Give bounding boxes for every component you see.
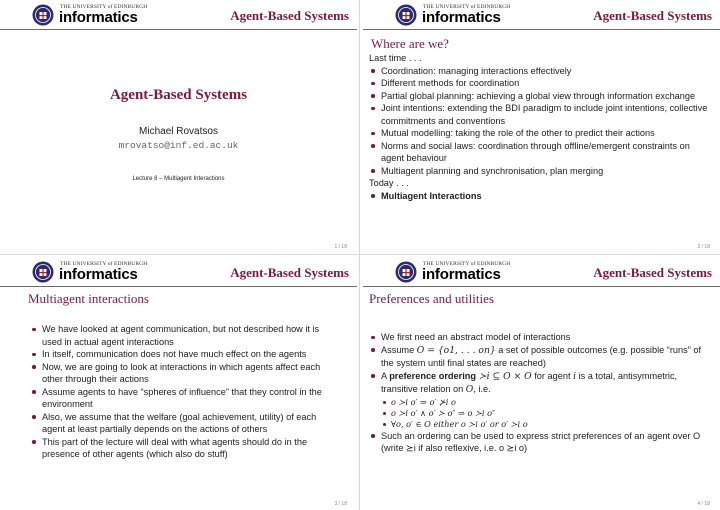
author-name: Michael Rovatsos: [139, 126, 218, 137]
horizontal-divider: [0, 254, 720, 255]
lecture-label: Lecture 8 – Multiagent Interactions: [132, 176, 225, 182]
ordering-math: ≻i ⊆ O × O: [475, 370, 532, 382]
interactions-list: [30, 323, 340, 461]
slide-4: [363, 257, 720, 509]
property-item: o ≻i o′ ⇒ o′ ⊁i o: [381, 397, 714, 408]
slide-header: [363, 257, 720, 287]
university-crest-icon: [32, 260, 54, 284]
university-crest-icon: [32, 3, 54, 27]
list-item: Mutual modelling: taking the role of the other to predict their actions: [369, 127, 714, 140]
course-title: Agent-Based Systems: [593, 265, 712, 280]
item-text: A: [381, 370, 390, 381]
university-name: THE UNIVERSITY of EDINBURGH: [423, 261, 511, 267]
list-item: Different methods for coordination: [369, 77, 714, 90]
university-name: THE UNIVERSITY of EDINBURGH: [60, 261, 148, 267]
list-item: Multiagent planning and synchronisation, plan merging: [369, 165, 714, 178]
preference-ordering-term: preference ordering: [389, 370, 476, 381]
slide-header: [0, 257, 357, 287]
agent-var: i: [573, 370, 577, 382]
section-title: Where are we?: [371, 36, 449, 51]
list-item: We have looked at agent communication, but not described how it is used in actual agent interactions: [30, 323, 340, 348]
university-crest-icon: [395, 260, 417, 284]
presentation-title: Agent-Based Systems: [109, 87, 248, 103]
list-item: Partial global planning: achieving a global view through information exchange: [369, 90, 714, 103]
informatics-logo: informatics: [59, 266, 138, 283]
slide-content: [30, 323, 340, 461]
list-item: Norms and social laws: coordination through offline/emergent constraints on agent behaviour: [369, 140, 714, 165]
list-item: Such an ordering can be used to express strict preferences of an agent over O (write ⪰i if also reflexive, i.e. o ⪰i o): [369, 430, 714, 455]
course-title: Agent-Based Systems: [230, 8, 349, 23]
today-label: Today . . .: [369, 178, 409, 188]
recap-list: [369, 65, 714, 178]
slide-1: [0, 0, 357, 252]
property-item: o ≻i o′ ∧ o′ ≻ o″ ⇒ o ≻i o″: [381, 408, 714, 419]
page-number: 4 / 18: [697, 501, 710, 507]
list-item: Coordination: managing interactions effectively: [369, 65, 714, 78]
university-crest-icon: [395, 3, 417, 27]
today-list: [369, 190, 714, 203]
list-item: We first need an abstract model of interactions: [369, 331, 714, 344]
informatics-logo: informatics: [422, 9, 501, 26]
course-title: Agent-Based Systems: [230, 265, 349, 280]
page-number: 2 / 18: [697, 244, 710, 250]
slide-header: [0, 0, 357, 30]
property-list: [381, 397, 714, 430]
slide-content: [369, 52, 714, 202]
list-item: Joint intentions: extending the BDI paradigm to include joint intentions, collective commitments and conventions: [369, 102, 714, 127]
outcome-set-math: O = {o1, . . . on}: [416, 344, 496, 356]
item-text: a set of possible outcomes (e.g. possible “runs” of the system until final states are reached): [381, 344, 701, 368]
list-item: Now, we are going to look at interactions in which agents affect each other through their actions: [30, 361, 340, 386]
list-item: In itself, communication does not have much effect on the agents: [30, 348, 340, 361]
list-item: Assume agents to have “spheres of influence” that they control in the environment: [30, 386, 340, 411]
author-email[interactable]: mrovatso@inf.ed.ac.uk: [118, 140, 239, 151]
section-title: Multiagent interactions: [28, 291, 149, 306]
page-number: 3 / 18: [334, 501, 347, 507]
slide-content: [369, 331, 714, 455]
list-item: [369, 344, 714, 370]
informatics-logo: informatics: [422, 266, 501, 283]
slide-3: [0, 257, 357, 509]
item-text: is a total, antisymmetric, transitive relation on: [381, 370, 678, 394]
list-item: This part of the lecture will deal with what agents should do in the presence of other agents (which also do stuff): [30, 436, 340, 461]
property-item: ∀o, o′ ∈ O either o ≻i o′ or o′ ≻i o: [381, 419, 714, 430]
university-name: THE UNIVERSITY of EDINBURGH: [60, 4, 148, 10]
vertical-divider: [359, 0, 360, 510]
preferences-list: [369, 331, 714, 455]
slide-header: [363, 0, 720, 30]
list-item: Multiagent Interactions: [369, 190, 714, 203]
item-text: , i.e.: [473, 384, 491, 394]
item-text: for agent: [531, 370, 574, 381]
page-number: 1 / 18: [334, 244, 347, 250]
course-title: Agent-Based Systems: [593, 8, 712, 23]
last-time-label: Last time . . .: [369, 53, 422, 63]
section-title: Preferences and utilities: [369, 291, 494, 306]
item-text: Assume: [381, 344, 417, 355]
slide-2: [363, 0, 720, 252]
list-item: Also, we assume that the welfare (goal achievement, utility) of each agent at least partially depends on the actions of others: [30, 411, 340, 436]
list-item: [369, 370, 714, 430]
outcome-var: O: [465, 384, 474, 395]
university-name: THE UNIVERSITY of EDINBURGH: [423, 4, 511, 10]
informatics-logo: informatics: [59, 9, 138, 26]
